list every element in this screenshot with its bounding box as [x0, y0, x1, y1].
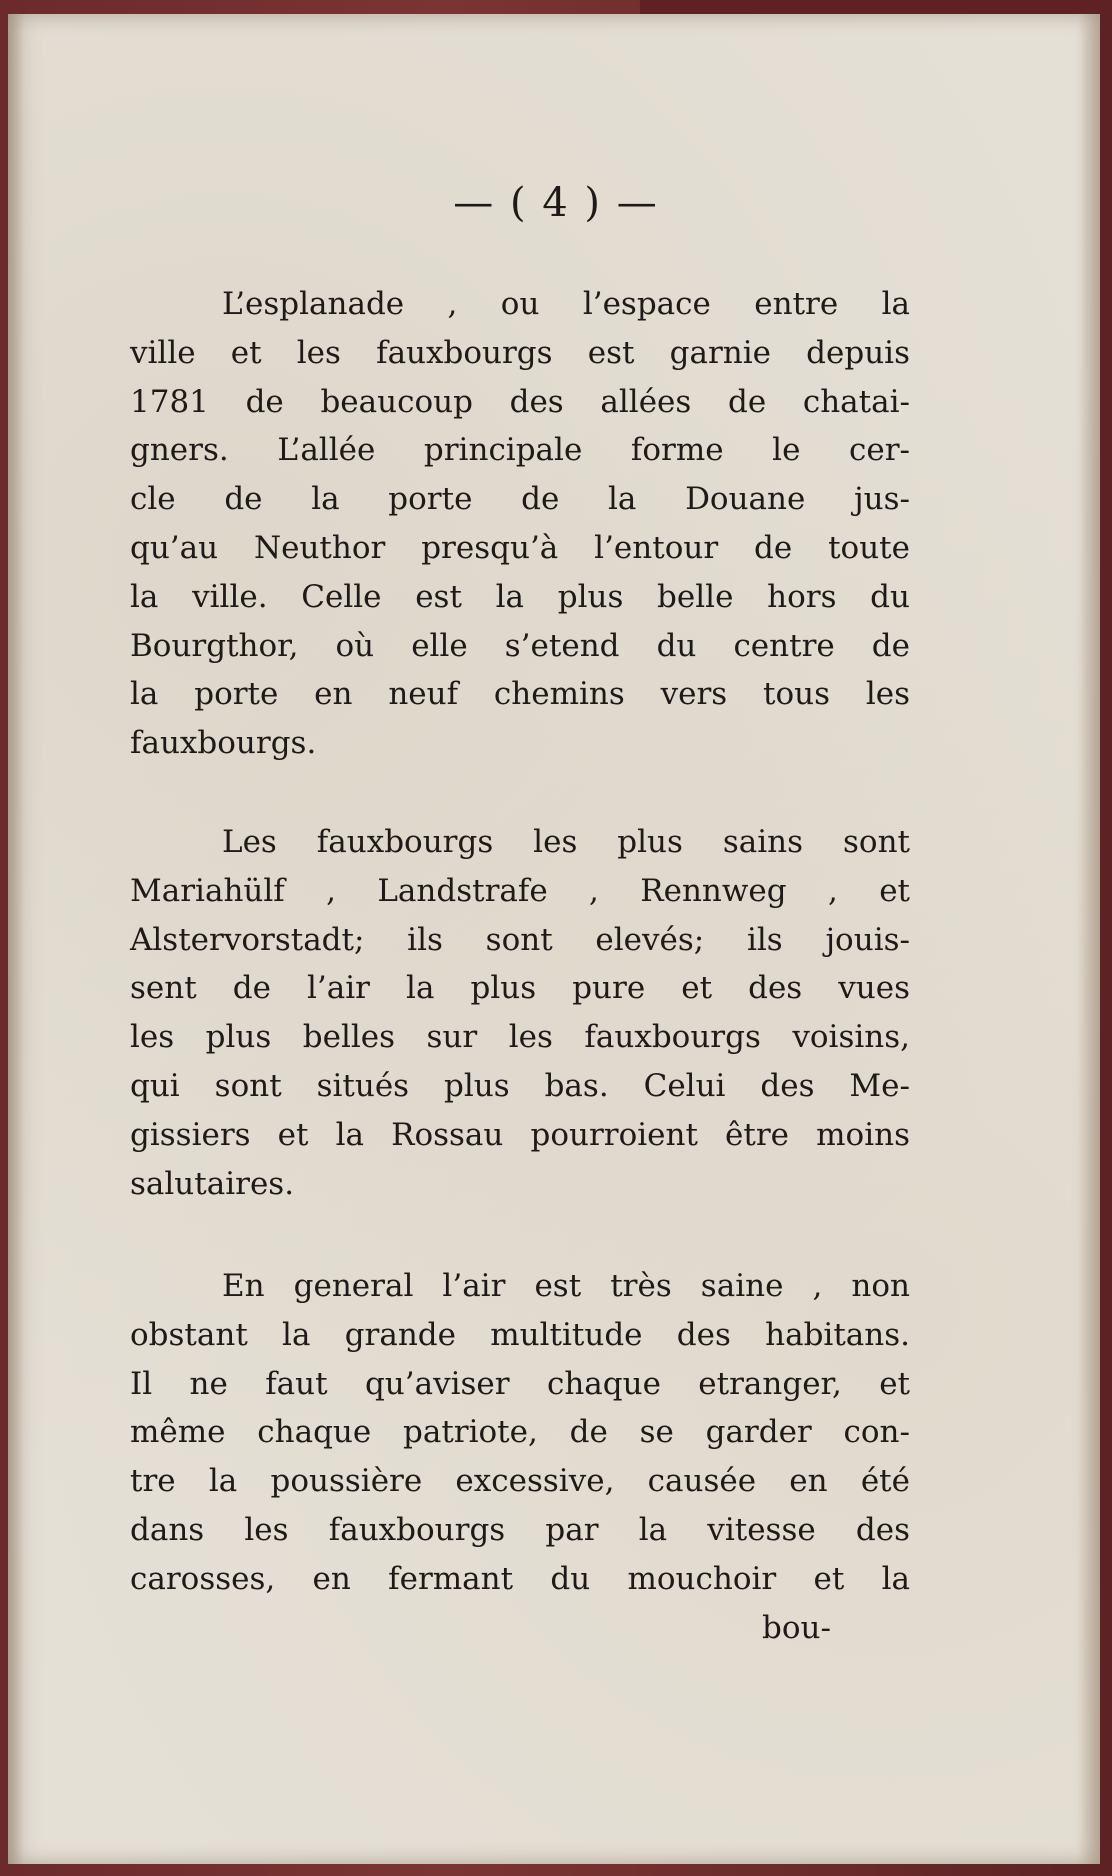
text-line: Mariahülf , Landstrafe , Rennweg , et — [130, 872, 910, 909]
text-line: tre la poussière excessive, causée en été — [130, 1463, 910, 1500]
text-line: dans les fauxbourgs par la vitesse des — [130, 1511, 910, 1548]
text-line: obstant la grande multitude des habitans. — [130, 1316, 910, 1353]
catchword: bou- — [762, 1610, 831, 1646]
page-left-shadow — [8, 14, 24, 1864]
text-line: Il ne faut qu’aviser chaque etranger, et — [130, 1365, 910, 1402]
text-line: En general l’air est très saine , non — [222, 1268, 910, 1304]
text-line: cle de la porte de la Douane jus- — [130, 481, 910, 518]
text-line: même chaque patriote, de se garder con- — [130, 1414, 910, 1451]
text-line: qui sont situés plus bas. Celui des Me- — [130, 1067, 910, 1104]
paragraph-3 — [130, 1262, 910, 1604]
text-line: sent de l’air la plus pure et des vues — [130, 970, 910, 1007]
text-line: Alstervorstadt; ils sont elevés; ils jouis- — [130, 921, 910, 958]
page-right-shadow — [1078, 14, 1100, 1864]
text-line: L’esplanade , ou l’espace entre la — [222, 286, 910, 322]
page-number-header: — ( 4 ) — — [453, 180, 659, 226]
text-line: qu’au Neuthor presqu’à l’entour de toute — [130, 529, 910, 566]
text-line: les plus belles sur les fauxbourgs voisins, — [130, 1019, 910, 1056]
text-line: Les fauxbourgs les plus sains sont — [222, 824, 910, 860]
text-line: 1781 de beaucoup des allées de chatai- — [130, 383, 910, 420]
paragraph-2 — [130, 818, 910, 1208]
paragraph-1 — [130, 280, 910, 768]
text-line: gners. L’allée principale forme le cer- — [130, 432, 910, 469]
text-line: la ville. Celle est la plus belle hors du — [130, 578, 910, 615]
text-line: fauxbourgs. — [130, 725, 317, 762]
text-line: Bourgthor, où elle s’etend du centre de — [130, 627, 910, 664]
text-line: la porte en neuf chemins vers tous les — [130, 676, 910, 713]
text-line: carosses, en fermant du mouchoir et la — [130, 1560, 910, 1597]
text-line: gissiers et la Rossau pourroient être moins — [130, 1116, 910, 1153]
text-line: ville et les fauxbourgs est garnie depuis — [130, 334, 910, 371]
text-line: salutaires. — [130, 1165, 295, 1202]
